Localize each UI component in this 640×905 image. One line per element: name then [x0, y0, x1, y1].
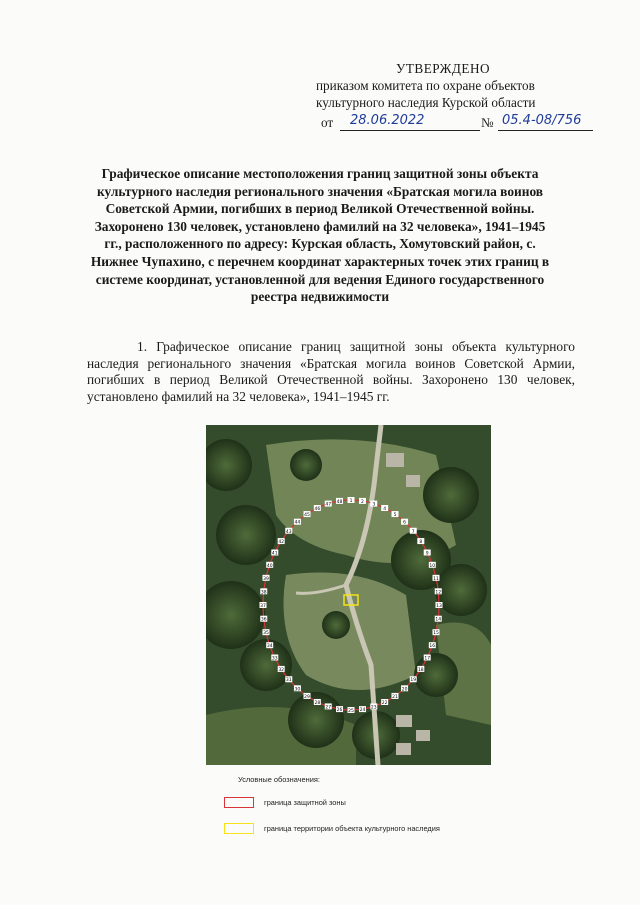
boundary-point-label: 16 [429, 644, 436, 650]
boundary-point-label: 28 [314, 701, 321, 707]
boundary-point-label: 48 [336, 499, 343, 505]
aerial-map [206, 425, 491, 765]
boundary-point-label: 2 [361, 499, 364, 505]
boundary-point-label: 22 [381, 701, 388, 707]
boundary-point-label: 35 [263, 631, 269, 637]
boundary-point-label: 19 [410, 678, 417, 684]
boundary-point-label: 40 [266, 563, 273, 569]
boundary-point-label: 39 [263, 576, 269, 582]
boundary-point-label: 42 [278, 540, 285, 546]
boundary-point-label: 12 [435, 590, 442, 596]
boundary-point-label: 25 [348, 709, 354, 714]
number-label: № [481, 115, 494, 130]
legend-swatch-red [224, 797, 254, 808]
approval-date-number [316, 115, 636, 135]
boundary-point-label: 38 [260, 590, 267, 596]
boundary-point-label: 14 [435, 617, 442, 623]
boundary-point-label: 17 [424, 656, 431, 662]
boundary-point-label: 21 [392, 694, 398, 700]
legend-label: граница защитной зоны [264, 798, 346, 807]
boundary-point-label: 46 [314, 506, 321, 512]
boundary-point-label: 26 [336, 708, 343, 714]
boundary-point-label: 45 [304, 513, 310, 519]
date-value: 28.06.2022 [350, 113, 425, 128]
from-label: от [321, 115, 334, 130]
boundary-point-label: 3 [372, 502, 376, 508]
boundary-point-label: 44 [294, 520, 301, 526]
boundary-point-label: 30 [294, 687, 301, 693]
boundary-point-label: 36 [260, 617, 267, 623]
boundary-point-label: 11 [433, 576, 439, 582]
approval-title: УТВЕРЖДЕНО [396, 61, 491, 76]
approval-block [316, 60, 616, 111]
date-underline [340, 130, 480, 131]
boundary-point-label: 31 [285, 678, 292, 684]
approval-line-1: приказом комитета по охране объектов [316, 78, 535, 93]
aerial-map-image [206, 425, 491, 765]
boundary-point-label: 15 [433, 631, 439, 637]
boundary-point-label: 4 [383, 506, 387, 512]
boundary-point-label: 24 [359, 708, 366, 714]
boundary-point-label: 33 [271, 656, 278, 662]
boundary-point-label: 6 [403, 520, 407, 526]
approval-line-2: культурного наследия Курской области [316, 95, 536, 110]
boundary-point-label: 7 [411, 529, 415, 535]
boundary-point-label: 5 [393, 513, 397, 519]
boundary-point-label: 18 [417, 667, 424, 673]
boundary-point-label: 29 [304, 694, 310, 700]
boundary-point-label: 34 [266, 644, 273, 650]
boundary-point-label: 9 [425, 551, 429, 557]
boundary-point-label: 1 [349, 499, 353, 504]
boundary-point-label: 23 [370, 705, 377, 711]
document-heading: Графическое описание местоположения границ защитной зоны объекта культурного наследия регионального значения «Братская могила воинов Советской Армии, погибших в период Великой Отечественной войны. Захоронено 130 человек, установлено фамилий на 32 человека», 1941–1945 гг., расположенного по адресу: Курская область, Хомутовский район, с. Нижнее Чупахино, с перечнем координат характерных точек этих границ в системе координат, установленной для ведения Единого государственного реестра недвижимости [90, 166, 550, 305]
boundary-point-label: 32 [278, 667, 285, 673]
boundary-point-label: 10 [429, 563, 436, 569]
number-underline [498, 130, 593, 131]
boundary-point-label: 37 [260, 604, 266, 609]
paragraph-1: 1. Графическое описание границ защитной зоны объекта культурного наследия регионального значения «Братская могила воинов Советской Армии, погибших в период Великой Отечественной войны. Захоронено 130 человек, установлено фамилий на 32 человека», 1941–1945 гг. [87, 339, 575, 404]
boundary-point-label: 13 [436, 604, 442, 609]
boundary-point-label: 27 [325, 705, 332, 711]
boundary-point-label: 43 [285, 529, 292, 535]
boundary-point-label: 47 [325, 502, 332, 508]
number-value: 05.4-08/756 [502, 113, 582, 128]
boundary-point-label: 20 [401, 687, 408, 693]
boundary-point-label: 8 [419, 540, 423, 546]
legend-swatch-yellow [224, 823, 254, 834]
boundary-point-label: 41 [271, 551, 278, 557]
legend-title: Условные обозначения: [238, 775, 320, 784]
legend-label: граница территории объекта культурного наследия [264, 824, 440, 833]
